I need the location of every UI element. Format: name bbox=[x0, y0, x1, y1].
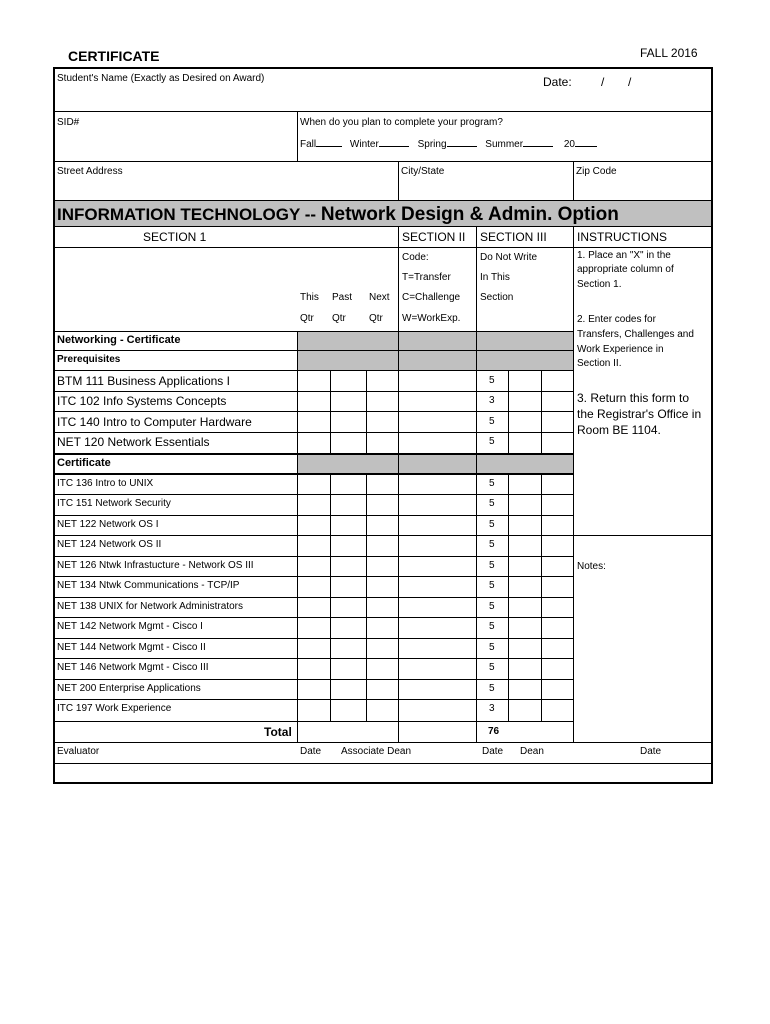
course-credits: 5 bbox=[489, 539, 495, 550]
course-credits: 5 bbox=[489, 519, 495, 530]
street-label: Street Address bbox=[57, 166, 123, 177]
course-name: NET 120 Network Essentials bbox=[57, 435, 210, 449]
instruction-1: 1. Place an "X" in the bbox=[577, 250, 671, 261]
code-challenge: C=Challenge bbox=[402, 292, 461, 303]
instruction-2: Section II. bbox=[577, 358, 622, 369]
code-work: W=WorkExp. bbox=[402, 313, 461, 324]
table-row bbox=[55, 576, 573, 596]
table-row bbox=[55, 617, 573, 637]
course-name: NET 200 Enterprise Applications bbox=[57, 683, 201, 694]
do-not-write-note: Do Not Write bbox=[480, 252, 538, 263]
table-row bbox=[55, 371, 573, 391]
table-row bbox=[55, 391, 573, 411]
qtr-label: Qtr bbox=[332, 313, 346, 324]
section-3-header: SECTION III bbox=[480, 230, 547, 244]
program-title: INFORMATION TECHNOLOGY -- Network Design & Admin. Option bbox=[57, 204, 619, 225]
dean-label: Dean bbox=[520, 746, 544, 757]
course-credits: 5 bbox=[489, 580, 495, 591]
date-slash: / bbox=[628, 75, 632, 89]
sid-label: SID# bbox=[57, 117, 80, 128]
table-row bbox=[55, 515, 573, 535]
instruction-3: the Registrar's Office in bbox=[577, 407, 702, 421]
course-name: ITC 136 Intro to UNIX bbox=[57, 478, 154, 489]
course-name: NET 142 Network Mgmt - Cisco I bbox=[57, 621, 203, 632]
table-row bbox=[55, 432, 573, 452]
table-row bbox=[55, 494, 573, 514]
instruction-3: 3. Return this form to bbox=[577, 391, 690, 405]
table-row bbox=[55, 474, 573, 494]
table-row bbox=[55, 597, 573, 617]
section-2-header: SECTION II bbox=[402, 230, 466, 244]
completion-terms bbox=[300, 137, 597, 150]
course-name: NET 134 Ntwk Communications - TCP/IP bbox=[57, 580, 240, 591]
course-credits: 5 bbox=[489, 436, 495, 447]
table-row bbox=[55, 535, 573, 555]
course-credits: 5 bbox=[489, 375, 495, 386]
table-row bbox=[55, 679, 573, 699]
certificate-heading: Certificate bbox=[57, 457, 111, 469]
course-credits: 5 bbox=[489, 662, 495, 673]
instructions-header: INSTRUCTIONS bbox=[577, 230, 667, 244]
course-credits: 5 bbox=[489, 601, 495, 612]
evaluator-label: Evaluator bbox=[57, 746, 100, 757]
term-spring[interactable]: Spring bbox=[417, 139, 447, 150]
date-label: Date: bbox=[543, 75, 572, 89]
form-title: CERTIFICATE bbox=[68, 48, 160, 64]
course-name: NET 122 Network OS I bbox=[57, 519, 159, 530]
completion-question: When do you plan to complete your program? bbox=[300, 117, 503, 128]
course-credits: 3 bbox=[489, 703, 495, 714]
course-name: ITC 140 Intro to Computer Hardware bbox=[57, 415, 252, 429]
instruction-2: Transfers, Challenges and bbox=[577, 329, 694, 340]
course-name: BTM 111 Business Applications I bbox=[57, 374, 230, 388]
course-credits: 5 bbox=[489, 683, 495, 694]
course-name: ITC 102 Info Systems Concepts bbox=[57, 394, 227, 408]
qtr-label: Qtr bbox=[300, 313, 314, 324]
course-name: ITC 197 Work Experience bbox=[57, 703, 172, 714]
course-name: NET 146 Network Mgmt - Cisco III bbox=[57, 662, 209, 673]
course-credits: 5 bbox=[489, 560, 495, 571]
city-label: City/State bbox=[401, 166, 445, 177]
next-qtr-header: Next bbox=[369, 292, 390, 303]
course-name: ITC 151 Network Security bbox=[57, 498, 171, 509]
prerequisites-heading: Prerequisites bbox=[57, 354, 121, 365]
networking-shade bbox=[297, 331, 573, 350]
instruction-3: Room BE 1104. bbox=[577, 423, 661, 437]
this-qtr-header: This bbox=[300, 292, 319, 303]
networking-certificate-heading: Networking - Certificate bbox=[57, 334, 181, 346]
term-year[interactable]: 20 bbox=[563, 139, 575, 150]
code-label: Code: bbox=[402, 252, 429, 263]
section-1-header: SECTION 1 bbox=[143, 230, 207, 244]
table-row bbox=[55, 412, 573, 432]
course-credits: 3 bbox=[489, 395, 495, 406]
prerequisites-shade bbox=[297, 351, 573, 370]
total-credits: 76 bbox=[488, 726, 500, 737]
instruction-1: Section 1. bbox=[577, 279, 622, 290]
table-row bbox=[55, 556, 573, 576]
term-fall[interactable]: Fall bbox=[300, 139, 317, 150]
date-slash: / bbox=[601, 75, 605, 89]
dean-date-label: Date bbox=[640, 746, 662, 757]
course-name: NET 138 UNIX for Network Administrators bbox=[57, 601, 243, 612]
course-credits: 5 bbox=[489, 621, 495, 632]
do-not-write-note: In This bbox=[480, 272, 510, 283]
certificate-shade bbox=[297, 454, 573, 473]
instruction-2: 2. Enter codes for bbox=[577, 314, 656, 325]
course-name: NET 124 Network OS II bbox=[57, 539, 162, 550]
do-not-write-note: Section bbox=[480, 292, 514, 303]
associate-dean-date-label: Date bbox=[482, 746, 504, 757]
code-transfer: T=Transfer bbox=[402, 272, 451, 283]
table-row bbox=[55, 638, 573, 658]
table-row bbox=[55, 699, 573, 719]
term-summer[interactable]: Summer bbox=[485, 139, 524, 150]
total-label: Total bbox=[264, 725, 292, 739]
term-winter[interactable]: Winter bbox=[349, 139, 379, 150]
course-credits: 5 bbox=[489, 642, 495, 653]
notes-label: Notes: bbox=[577, 561, 606, 572]
term-label: FALL 2016 bbox=[640, 46, 698, 60]
table-row bbox=[55, 658, 573, 678]
qtr-label: Qtr bbox=[369, 313, 383, 324]
zip-label: Zip Code bbox=[576, 166, 617, 177]
course-credits: 5 bbox=[489, 416, 495, 427]
evaluator-date-label: Date bbox=[300, 746, 322, 757]
instruction-2: Work Experience in bbox=[577, 344, 664, 355]
student-name-label: Student's Name (Exactly as Desired on Award) bbox=[57, 73, 265, 84]
course-name: NET 144 Network Mgmt - Cisco II bbox=[57, 642, 206, 653]
associate-dean-label: Associate Dean bbox=[341, 746, 412, 757]
course-credits: 5 bbox=[489, 498, 495, 509]
instruction-1: appropriate column of bbox=[577, 264, 674, 275]
past-qtr-header: Past bbox=[332, 292, 353, 303]
course-credits: 5 bbox=[489, 478, 495, 489]
course-name: NET 126 Ntwk Infrastucture - Network OS III bbox=[57, 560, 254, 571]
